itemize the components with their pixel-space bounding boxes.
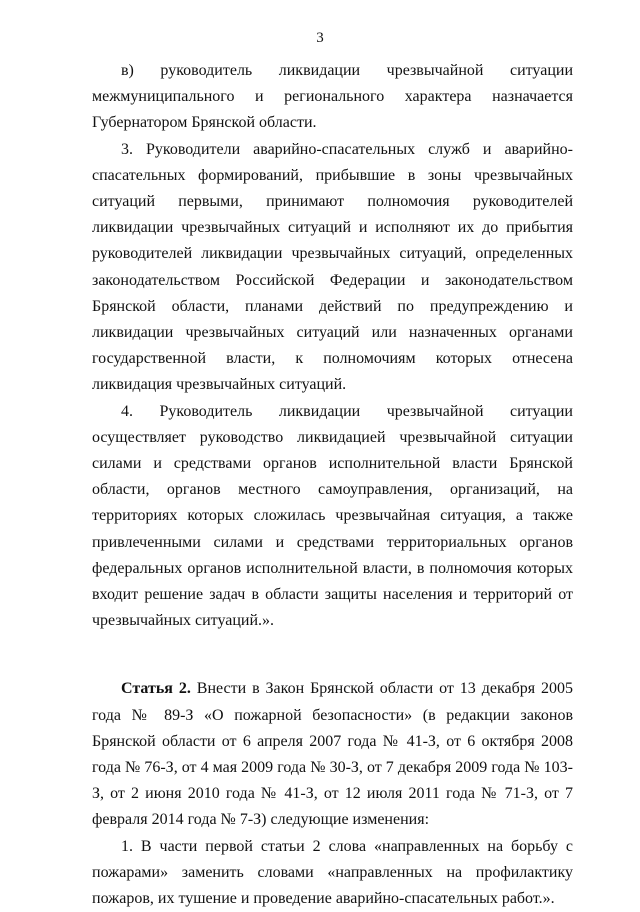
article-2-text: Внести в Закон Брянской области от 13 декабря 2005 года № 89-З «О пожарной безопасности» (в редакции законов Брянской области от 6 апреля 2007 года № 41-З, от 6 октября 2008 года № 76-З, от 4 мая 2009 года № 30-З, от 7 декабря 2009 года № 103-З, от 2 июня 2010 года № 41-З, от 12 июля 2011 года № 71-З, от 7 февраля 2014 года № 7-З) следующие изменения: [92,680,573,829]
paragraph-item-3: 3. Руководители аварийно-спасательных служб и аварийно-спасательных формирований, прибывшие в зоны чрезвычайных ситуаций первыми, принимают полномочия руководителей ликвидации чрезвычайных ситуаций и исполняют их до прибытия руководителей ликвидации чрезвычайных ситуаций, определенных законодательством Российской Федерации и законодательством Брянской области, планами действий по предупреждению и ликвидации чрезвычайных ситуаций или назначенных органами государственной власти, к полномочиям которых отнесена ликвидация чрезвычайных ситуаций. [92,140,573,394]
article-2-heading: Статья 2. [121,680,191,698]
paragraph-item-v: в) руководитель ликвидации чрезвычайной ситуации межмуниципального и регионального характера назначается Губернатором Брянской области. [92,62,573,132]
page-number: 3 [316,30,324,46]
article-2-paragraph [92,676,573,833]
document-body [92,58,573,912]
article-2-item-1: 1. В части первой статьи 2 слова «направленных на борьбу с пожарами» заменить словами «направленных на профилактику пожаров, их тушение и проведение аварийно-спасательных работ.». [92,837,573,908]
paragraph-item-4: 4. Руководитель ликвидации чрезвычайной ситуации осуществляет руководство ликвидацией чрезвычайной ситуации силами и средствами органов исполнительной власти Брянской области, органов местного самоуправления, организаций, на территориях которых сложилась чрезвычайная ситуация, а также привлеченными силами и средствами территориальных органов федеральных органов исполнительной власти, в полномочия которых входит решение задач в области защиты населения и территорий от чрезвычайных ситуаций.». [92,402,573,630]
section-gap [92,634,573,676]
